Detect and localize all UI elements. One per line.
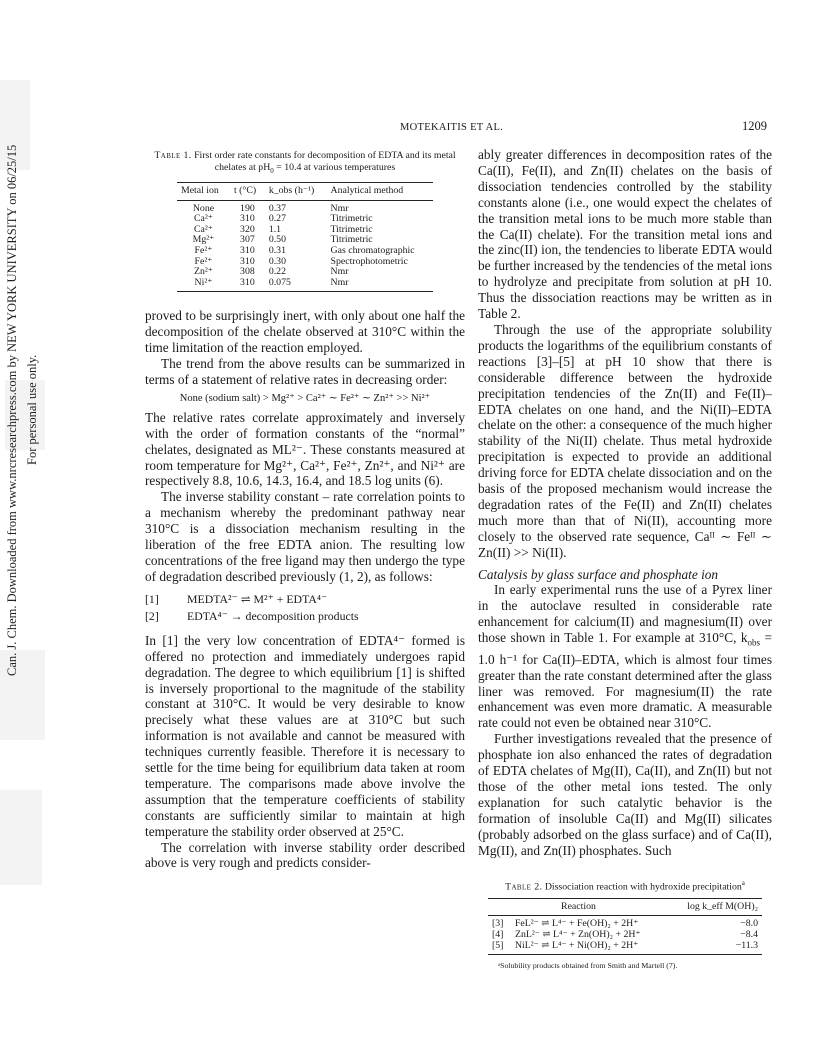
logk-cell: −8.4 <box>740 928 758 940</box>
table1 <box>177 182 433 292</box>
logk-cell: −8.0 <box>740 918 758 930</box>
section-heading: Catalysis by glass surface and phosphate ion <box>478 566 719 582</box>
table1-row <box>177 257 433 268</box>
metal-ion-cell: Ca²⁺ <box>193 223 213 235</box>
scan-artifact <box>0 790 42 885</box>
table2-caption: Table 2. Dissociation reaction with hydroxide precipitation$^a$ <box>505 878 745 892</box>
equation-2-number: [2] <box>145 608 159 623</box>
equation-2 <box>145 608 465 625</box>
metal-ion-cell: Fe²⁺ <box>194 244 213 256</box>
right-paragraph-1: ably greater differences in decomposition rates of the Ca(II), Fe(II), and Zn(II) chelates on the basis of dissociation tendencies controlled by the stability constants alone (i.e., one would expect the chelates of the transition metal ions to be much more stable than the Ca(II) chelate). For the transition metal ions and the zinc(II) ion, the tendencies to liberate EDTA would be further increased by the tendencies of the metal ions to hydrolyze and precipitate from solution at pH 10. Thus the dissociation reactions may be written as in Table 2. <box>478 147 772 322</box>
download-notice-line: Can. J. Chem. Downloaded from www.nrcresearchpress.com by NEW YORK UNIVERSITY on 06/25/15 <box>5 144 19 676</box>
method-cell: Titrimetric <box>330 213 373 225</box>
left-paragraph-4: The inverse stability constant – rate correlation points to a mechanism whereby the predominant pathway near 310°C is a dissociation mechanism resulting in the liberation of the free EDTA anion. The resulting low concentrations of the free ligand may then undergo the type of degradation described previously (1, 2), as follows: <box>145 489 465 584</box>
right-paragraph-3: In early experimental runs the use of a Pyrex liner in the autoclave resulted in considerable rate enhancement for calcium(II) and magnesium(II) over those shown in Table 1. For example at 310°C, $k_{obs} = 1.0$ h⁻¹ for Ca(II)–EDTA, which is almost four times greater than the rate constant determined after the glass liner was removed. For magnesium(II) the rate enhancement was even more dramatic. A measurable rate could not even be obtained near 310°C. <box>478 582 772 731</box>
kobs-cell: 0.075 <box>265 278 327 292</box>
temperature-cell: 308 <box>240 266 255 278</box>
reaction-number-cell: [4] <box>492 928 504 940</box>
table1-header-metal: Metal ion <box>177 182 230 200</box>
method-cell: Gas chromatographic <box>330 244 415 256</box>
kobs-cell: 0.31 <box>268 244 286 256</box>
temperature-cell: 310 <box>240 213 255 225</box>
left-paragraph-3: The relative rates correlate approximately and inversely with the order of formation constants of the “normal” chelates, designated as ML²⁻. These constants measured at room temperature for Mg²⁺, Ca²⁺, Fe²⁺, Zn²⁺, and Ni²⁺ are respectively 8.8, 10.6, 14.3, 16.4, and 18.5 log units (6). <box>145 409 465 489</box>
right-paragraph-3-text: In early experimental runs the use of a Pyrex liner in the autoclave resulted in considerable rate enhancement for calcium(II) and magnesium(II) over those shown in Table 1. For example at 310°C, k <box>478 582 772 646</box>
right-paragraph-3-tail: = 1.0 h⁻¹ for Ca(II)–EDTA, which is almost four times greater than the rate constant determined after the glass liner was removed. For magnesium(II) the rate enhancement was even more dramatic. A measurable rate could not even be obtained near 310°C. <box>478 630 772 731</box>
table1-row <box>177 214 433 225</box>
left-paragraph-6: The correlation with inverse stability order described above is very rough and predicts consider- <box>145 839 465 871</box>
table1-header-temp: t (°C) <box>230 182 265 200</box>
equation-1-number: [1] <box>145 591 159 606</box>
reaction-cell: ZnL²⁻ ⇌ L⁴⁻ + Zn(OH)₂ + 2H⁺ <box>514 928 641 940</box>
table2-header-logk: log k_eff M(OH)₂ <box>669 898 762 916</box>
right-column <box>478 147 772 971</box>
table2-label: Table 2. <box>505 880 543 892</box>
kobs-cell: 1.1 <box>268 223 282 235</box>
temperature-cell: 310 <box>240 244 255 256</box>
equation-1 <box>145 591 465 608</box>
temperature-cell: 307 <box>240 234 255 246</box>
right-paragraph-2: Through the use of the appropriate solubility products the logarithms of the equilibrium constants of reactions [3]–[5] at pH 10 show that there is considerable difference between the hydroxide precipitation tendencies of the Zn(II) and Fe(II)–EDTA chelates on one hand, and the Ni(II)–EDTA chelate on the other: a consequence of the much higher stability of the Ni(II) chelate. Thus metal hydroxide precipitation is expected to provide an additional driving force for EDTA chelate dissociation and on the basis of the proposed mechanism would increase the degradation rates of the Fe(II) and Zn(II) chelates much more than that of Ni(II), accounting more closely to the observed rate sequence, Caᴵᴵ ∼ Feᴵᴵ ∼ Zn(II) >> Ni(II). <box>478 321 772 560</box>
download-notice <box>2 120 42 700</box>
method-cell: Titrimetric <box>330 223 373 235</box>
metal-ion-cell: Mg²⁺ <box>192 234 215 246</box>
temperature-cell: 310 <box>230 278 265 292</box>
temperature-cell: 190 <box>240 202 255 214</box>
running-head: MOTEKAITIS ET AL. <box>400 122 504 133</box>
table2-header-reaction: Reaction <box>488 898 669 916</box>
equation-2-text: EDTA⁴⁻ → decomposition products <box>187 608 359 623</box>
table1-header-kobs: k_obs (h⁻¹) <box>265 182 327 200</box>
table1-row <box>177 225 433 236</box>
temperature-cell: 320 <box>240 223 255 235</box>
reaction-cell: FeL²⁻ ⇌ L⁴⁻ + Fe(OH)₂ + 2H⁺ <box>514 918 639 930</box>
right-paragraph-4: Further investigations revealed that the presence of phosphate ion also enhanced the rates of degradation of EDTA chelates of Mg(II), Ca(II), and Zn(II) but not those of the other metal ions tested. The only explanation for such catalytic behavior is the formation of insoluble Ca(II) and Mg(II) silicates (probably adsorbed on the glass surface) and of Ca(II), Mg(II), and Zn(II) phosphates. Such <box>478 731 772 858</box>
logk-cell: −11.3 <box>669 941 762 955</box>
personal-use-line: For personal use only. <box>25 354 39 466</box>
table2-row <box>488 941 762 955</box>
kobs-cell: 0.37 <box>268 202 286 214</box>
equation-1-text: MEDTA²⁻ ⇌ M²⁺ + EDTA⁴⁻ <box>187 591 328 606</box>
table2-row <box>488 930 762 941</box>
table1-caption-tail: = 10.4 at various temperatures <box>276 162 396 173</box>
method-cell: Nmr <box>330 202 349 214</box>
metal-ion-cell: None <box>192 202 215 214</box>
relative-rate-order: None (sodium salt) > Mg²⁺ > Ca²⁺ ∼ Fe²⁺ ∼ Zn²⁺ >> Ni²⁺ <box>179 392 431 404</box>
table1-label: Table 1. <box>154 150 192 161</box>
method-cell: Titrimetric <box>330 234 373 246</box>
kobs-cell: 0.22 <box>268 266 286 278</box>
table1-row <box>177 267 433 278</box>
table2 <box>488 898 762 955</box>
metal-ion-cell: Zn²⁺ <box>193 266 213 278</box>
table2-caption-text: Dissociation reaction with hydroxide precipitation <box>544 880 742 892</box>
left-column <box>145 150 465 871</box>
metal-ion-cell: Fe²⁺ <box>194 255 213 267</box>
kobs-cell: 0.30 <box>268 255 286 267</box>
left-paragraph-1: proved to be surprisingly inert, with only about one half the decomposition of the chelate observed at 310°C within the time limitation of the reaction employed. <box>145 308 465 356</box>
table1-row <box>177 278 433 292</box>
kobs-cell: 0.50 <box>268 234 286 246</box>
table1-row <box>177 200 433 214</box>
metal-ion-cell: Ni²⁺ <box>177 278 230 292</box>
table1-row <box>177 246 433 257</box>
method-cell: Spectrophotometric <box>330 255 408 267</box>
table1-caption-text: First order rate constants for decomposition of EDTA and its metal chelates at pH <box>194 150 456 173</box>
reaction-number-cell: [3] <box>492 918 504 930</box>
method-cell: Nmr <box>330 266 349 278</box>
metal-ion-cell: Ca²⁺ <box>193 213 213 225</box>
temperature-cell: 310 <box>240 255 255 267</box>
table1-header-method: Analytical method <box>327 182 433 200</box>
kobs-cell: 0.27 <box>268 213 286 225</box>
reaction-number-cell: [5] <box>488 941 511 955</box>
table1-caption: Table 1. First order rate constants for decomposition of EDTA and its metal chelates at $pH_0 = 10.4$ at various temperatures <box>154 150 456 175</box>
left-paragraph-5: In [1] the very low concentration of EDTA⁴⁻ formed is offered no protection and immediately undergoes rapid degradation. The degree to which equilibrium [1] is shifted is inversely proportional to the magnitude of the stability constant at 310°C. It would be very desirable to know precisely what these values are at 310°C but such information is not available and cannot be measured with techniques currently feasible. Therefore it is necessary to settle for the time being for equilibrium data taken at room temperature. The comparisons made above involve the assumption that the temperature coefficients of stability constants are sufficiently similar to maintain at high temperature the stability order observed at 25°C. <box>145 632 465 839</box>
table2-row <box>488 916 762 930</box>
reaction-cell: NiL²⁻ ⇌ L⁴⁻ + Ni(OH)₂ + 2H⁺ <box>511 941 669 955</box>
method-cell: Nmr <box>327 278 433 292</box>
page-number: 1209 <box>742 119 767 133</box>
left-paragraph-2: The trend from the above results can be summarized in terms of a statement of relative rates in decreasing order: <box>145 356 465 387</box>
table2-footnote: ᵃSolubility products obtained from Smith and Martell (7). <box>498 961 678 971</box>
